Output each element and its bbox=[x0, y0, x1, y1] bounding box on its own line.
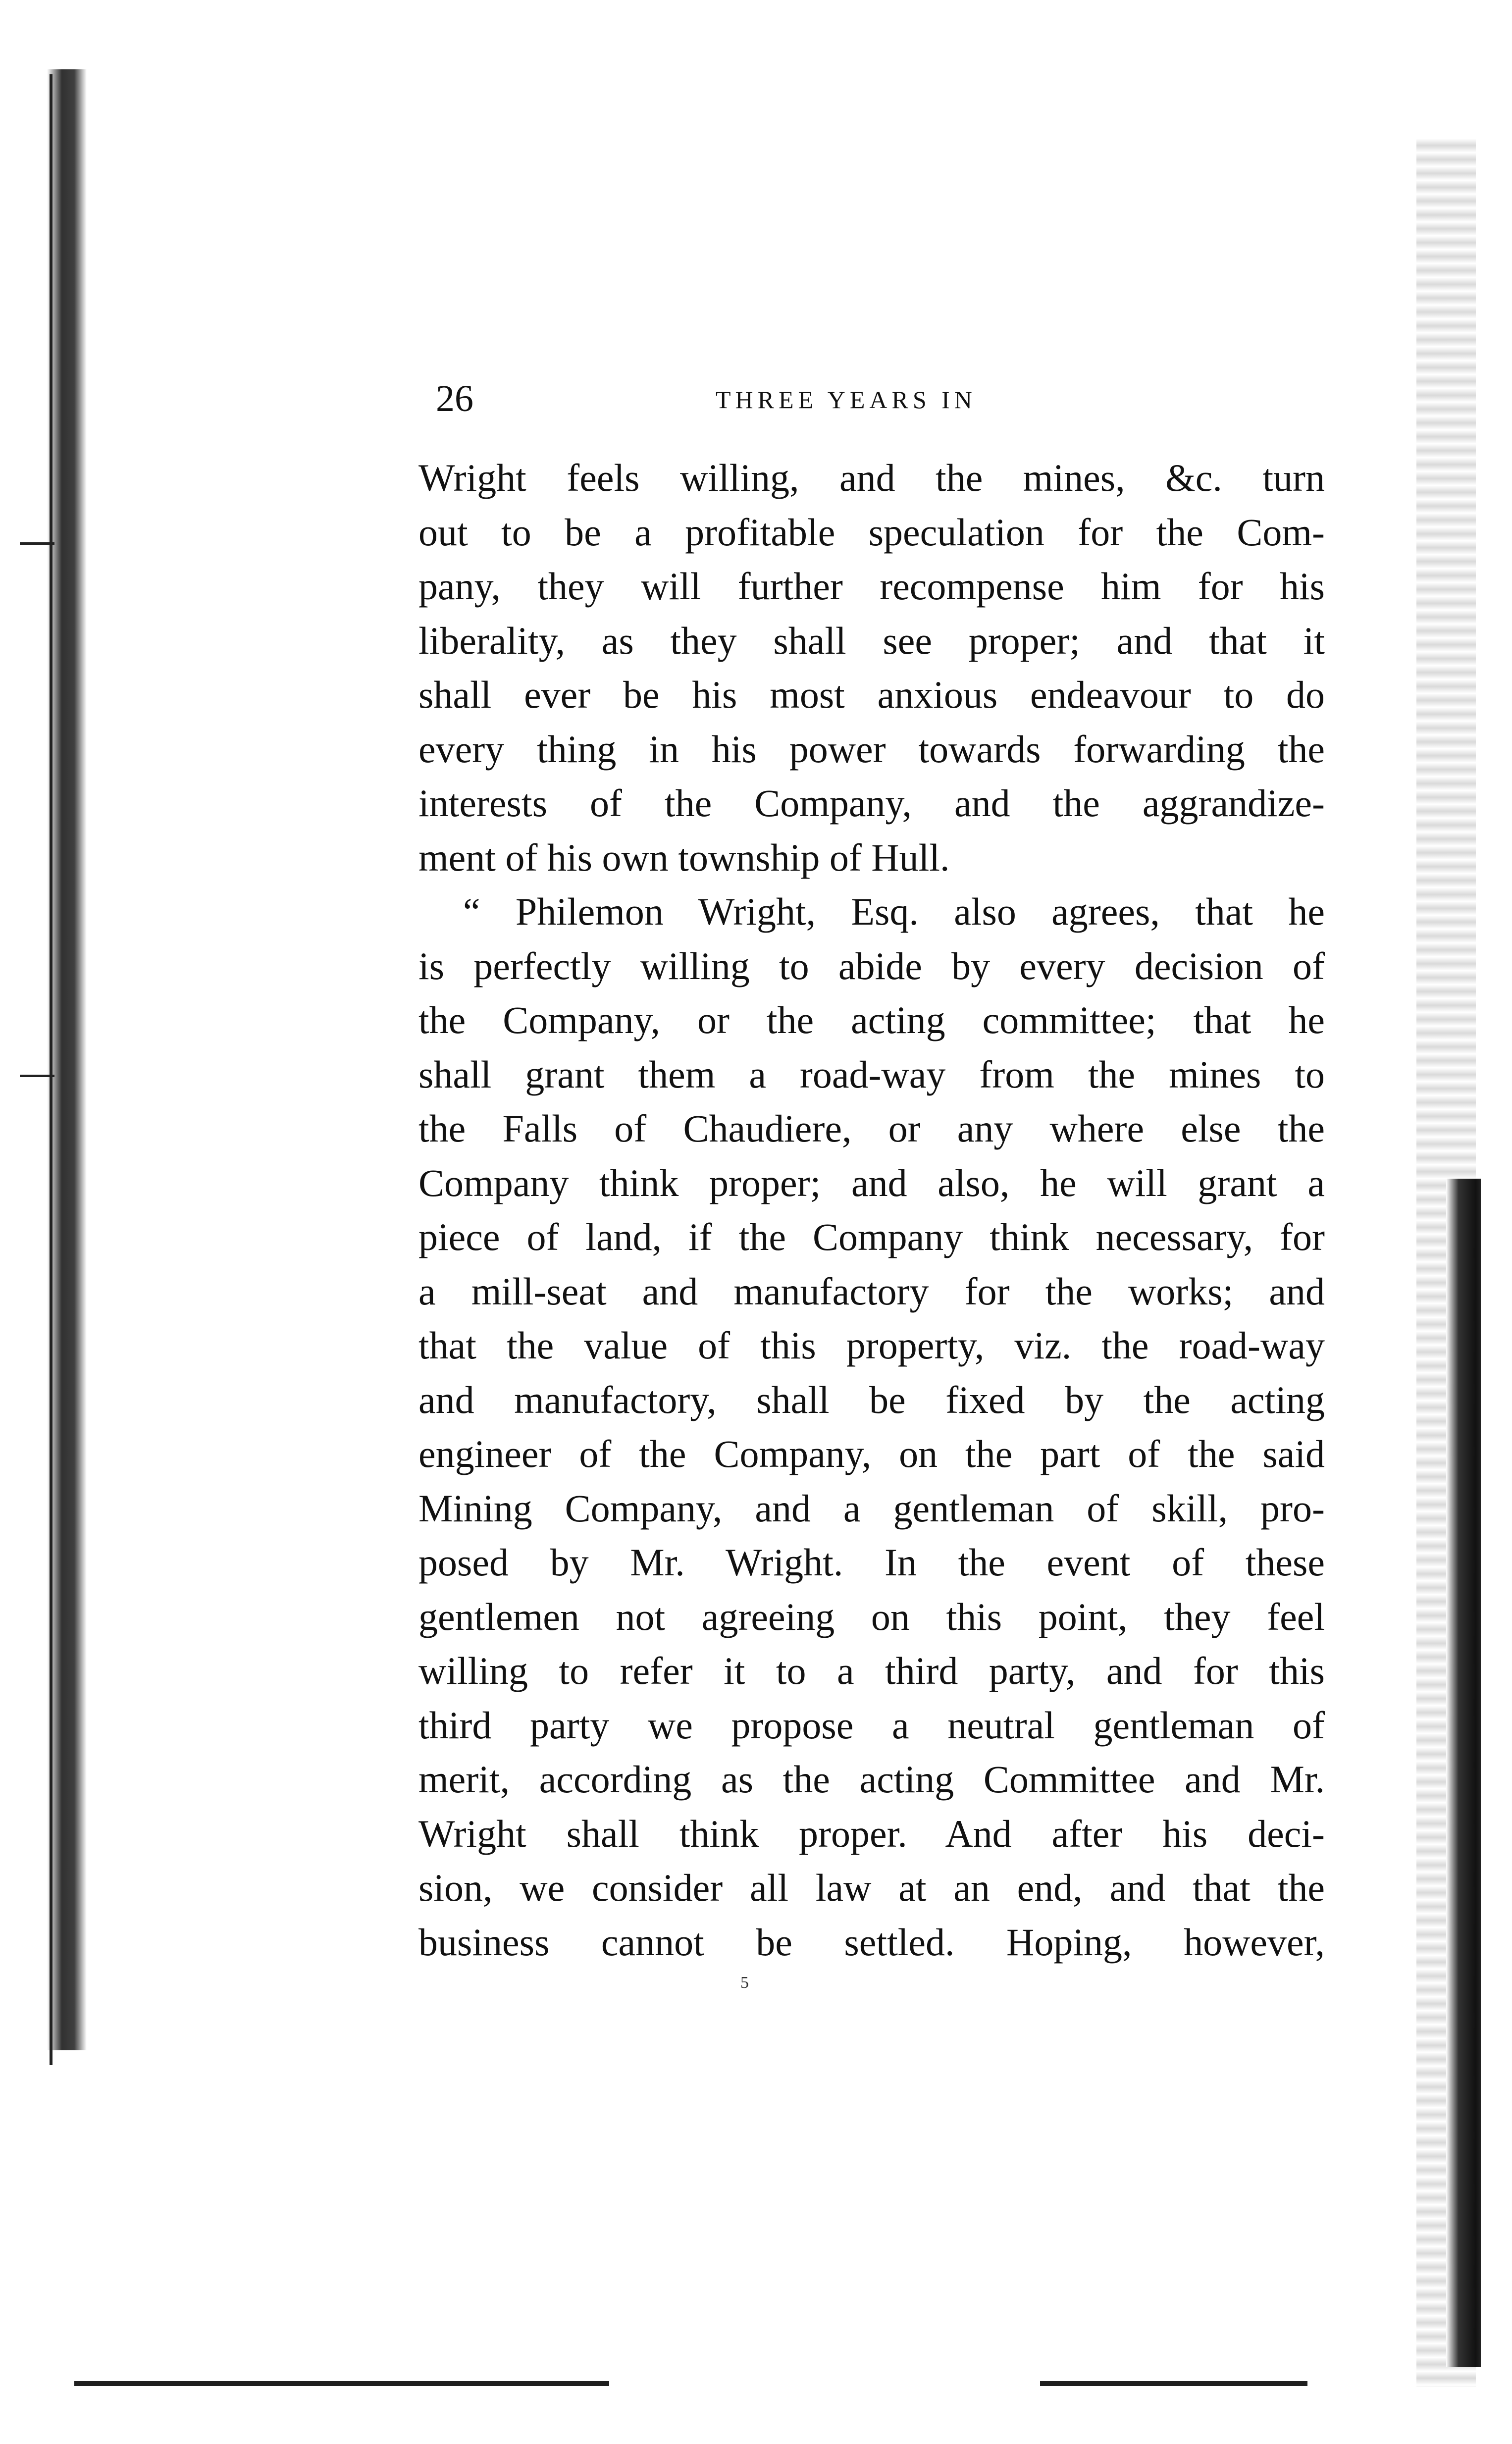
text-line: gentlemen not agreeing on this point, they feel bbox=[418, 1595, 1325, 1638]
text-line: is perfectly willing to abide by every decision of bbox=[418, 944, 1325, 988]
text-line: “ Philemon Wright, Esq. also agrees, that he bbox=[463, 890, 1325, 933]
text-line: piece of land, if the Company think necessary, for bbox=[418, 1215, 1325, 1258]
left-edge-tick bbox=[20, 542, 54, 545]
right-page-edge-shadow bbox=[1446, 1179, 1481, 2367]
text-line: every thing in his power towards forwarding the bbox=[418, 727, 1325, 771]
text-line: Wright shall think proper. And after his deci- bbox=[418, 1812, 1325, 1855]
text-line: shall grant them a road-way from the mines to bbox=[418, 1052, 1325, 1096]
text-line: liberality, as they shall see proper; and that it bbox=[418, 619, 1325, 662]
text-line: engineer of the Company, on the part of the said bbox=[418, 1432, 1325, 1475]
paragraph-2 bbox=[418, 884, 1325, 1969]
left-page-edge bbox=[47, 69, 87, 2050]
body-text bbox=[418, 451, 1325, 1969]
text-line: and manufactory, shall be fixed by the acting bbox=[418, 1378, 1325, 1421]
text-line: interests of the Company, and the aggrandize- bbox=[418, 781, 1325, 825]
text-line: merit, according as the acting Committee and Mr. bbox=[418, 1758, 1325, 1801]
text-line: willing to refer it to a third party, and for this bbox=[418, 1649, 1325, 1692]
running-head: THREE YEARS IN bbox=[716, 386, 977, 414]
paragraph-1 bbox=[418, 451, 1325, 884]
signature-mark: 5 bbox=[740, 1974, 749, 1992]
text-line: pany, they will further recompense him for his bbox=[418, 565, 1325, 608]
bottom-edge-right bbox=[1040, 2381, 1307, 2386]
text-line: third party we propose a neutral gentleman of bbox=[418, 1703, 1325, 1747]
text-line: business cannot be settled. Hoping, however, bbox=[418, 1920, 1325, 1964]
text-line: a mill-seat and manufactory for the works; and bbox=[418, 1269, 1325, 1313]
page-header bbox=[436, 376, 1337, 421]
text-line: that the value of this property, viz. the road-way bbox=[418, 1324, 1325, 1367]
bottom-edge-left bbox=[74, 2381, 609, 2386]
left-edge-tick bbox=[20, 1075, 54, 1077]
text-line: shall ever be his most anxious endeavour to do bbox=[418, 673, 1325, 716]
text-line: ment of his own township of Hull. bbox=[418, 835, 950, 879]
text-line: posed by Mr. Wright. In the event of these bbox=[418, 1541, 1325, 1584]
text-line: the Company, or the acting committee; that he bbox=[418, 998, 1325, 1041]
text-line: sion, we consider all law at an end, and that the bbox=[418, 1866, 1325, 1909]
text-line: Company think proper; and also, he will grant a bbox=[418, 1161, 1325, 1204]
text-line: Wright feels willing, and the mines, &c. turn bbox=[418, 456, 1325, 499]
page-number: 26 bbox=[436, 378, 473, 419]
text-line: Mining Company, and a gentleman of skill, pro- bbox=[418, 1486, 1325, 1530]
left-binding-line bbox=[50, 74, 52, 2065]
text-line: the Falls of Chaudiere, or any where else the bbox=[418, 1107, 1325, 1150]
text-line: out to be a profitable speculation for the Com- bbox=[418, 510, 1325, 554]
